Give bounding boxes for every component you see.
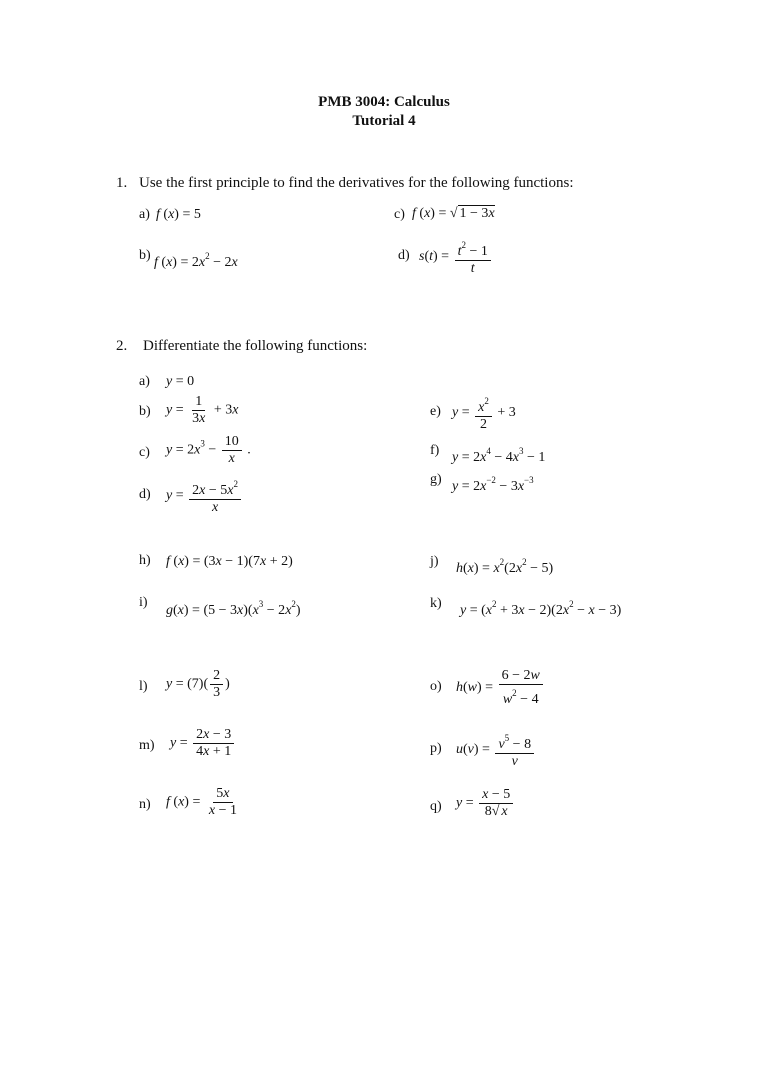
q2-label-n: n) bbox=[139, 797, 151, 812]
q2-label-j: j) bbox=[430, 554, 439, 569]
question-2-text: Differentiate the following functions: bbox=[143, 338, 368, 354]
page-title: PMB 3004: Calculus bbox=[318, 94, 450, 110]
q1-d-expression: s(t) = $\frac{t^2 - 1}{t}$ bbox=[419, 237, 493, 277]
question-2-number: 2. bbox=[116, 338, 128, 354]
q2-p-expression: u(v) = $\frac{v^5 - 8}{v}$ bbox=[456, 730, 536, 770]
q2-q-expression: y = $\frac{x - 5}{8√ x}$ bbox=[456, 787, 515, 820]
q2-i-expression: $g(x) = (5 - 3x)(x^3 - 2x^2)$ bbox=[166, 599, 301, 618]
q2-label-p: p) bbox=[430, 741, 442, 756]
q1-a-expression: f (x) = 5 bbox=[156, 207, 201, 222]
q2-o-expression: h(w) = $\frac{6 - 2w}{w^2 - 4}$ bbox=[456, 668, 545, 708]
q2-n-expression: f (x) = $\frac{5x}{x - 1}$ bbox=[166, 786, 237, 818]
q1-label-b: b) bbox=[139, 248, 151, 263]
q2-label-q: q) bbox=[430, 799, 442, 814]
q2-label-c: c) bbox=[139, 445, 150, 460]
q1-b-expression: f $(x) = 2x^2 - 2x$ bbox=[154, 251, 238, 270]
q2-label-o: o) bbox=[430, 679, 442, 694]
q2-label-k: k) bbox=[430, 596, 442, 611]
q2-label-h: h) bbox=[139, 553, 151, 568]
q2-c-expression: $y = 2x^3$ − $\frac{10}{x}$ . bbox=[166, 434, 251, 466]
q2-l-expression: y = (7)( $\frac{2}{3}$ ) bbox=[166, 668, 230, 700]
q2-label-m: m) bbox=[139, 738, 155, 753]
q2-m-expression: y = $\frac{2x - 3}{4x + 1}$ bbox=[170, 727, 236, 760]
q2-g-expression: $y = 2x^{-2} - 3x^{-3}$ bbox=[452, 475, 534, 494]
q1-label-a: a) bbox=[139, 207, 150, 222]
q2-label-i: i) bbox=[139, 595, 148, 610]
q2-label-f: f) bbox=[430, 443, 440, 458]
question-1-number: 1. bbox=[116, 175, 128, 191]
q2-k-expression: $y = (x^2 + 3x - 2)(2x^2 - x - 3)$ bbox=[460, 599, 622, 618]
q2-a-expression: y = 0 bbox=[166, 374, 195, 389]
q1-c-expression: f (x) = √ 1 − 3x bbox=[412, 206, 495, 221]
q2-label-e: e) bbox=[430, 404, 441, 419]
page-subtitle: Tutorial 4 bbox=[352, 113, 416, 129]
q1-label-c: c) bbox=[394, 207, 405, 222]
q1-label-d: d) bbox=[398, 248, 410, 263]
q2-d-expression: y = $\frac{2x - 5x^2}{x}$ bbox=[166, 476, 243, 516]
q2-label-d: d) bbox=[139, 487, 151, 502]
q2-label-b: b) bbox=[139, 404, 151, 419]
q2-label-l: l) bbox=[139, 679, 148, 694]
q2-e-expression: y = $\frac{x^2}{2}$ + 3 bbox=[452, 393, 516, 433]
q2-j-expression: $h(x) = x^2(2x^2 - 5)$ bbox=[456, 557, 554, 576]
q2-label-a: a) bbox=[139, 374, 150, 389]
q2-h-expression: f (x) = (3x − 1)(7x + 2) bbox=[166, 554, 293, 569]
q2-f-expression: $y = 2x^4 - 4x^3 - 1$ bbox=[452, 446, 546, 465]
q2-label-g: g) bbox=[430, 472, 442, 487]
question-1-text: Use the first principle to find the derivatives for the following functions: bbox=[139, 175, 574, 191]
q2-b-expression: y = $\frac{1}{3x}$ + 3x bbox=[166, 394, 239, 426]
